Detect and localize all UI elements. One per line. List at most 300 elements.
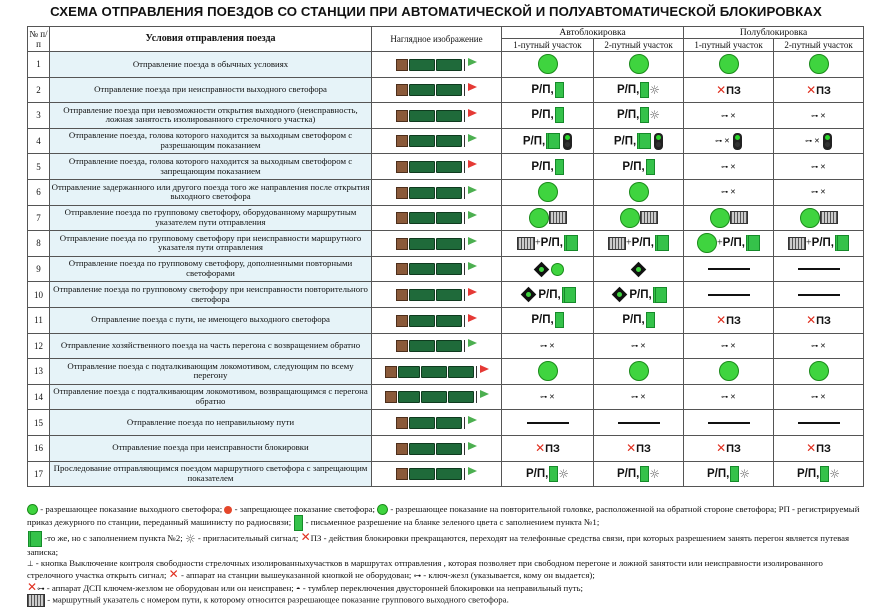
rp-label: Р/П, <box>722 237 745 250</box>
red-flag-icon <box>468 109 477 117</box>
signal-semi-double <box>774 461 864 487</box>
signal-semi-single <box>684 103 774 129</box>
key-staff-icon: ⊶ ✕ <box>721 189 736 197</box>
key-staff-icon: ⊶ ✕ <box>811 394 826 402</box>
signal-semi-double <box>774 435 864 461</box>
key-staff-icon: ⊶ <box>37 583 45 593</box>
signal-pole-icon <box>464 315 465 327</box>
green-flag-icon <box>468 467 477 475</box>
row-visual <box>372 154 502 180</box>
radio-order-symbol <box>812 237 834 249</box>
green-signal-icon <box>809 54 829 74</box>
pz-symbol: ПЗ <box>816 315 831 328</box>
signal-semi-single <box>684 256 774 282</box>
row-condition: Отправление поезда при неисправности выходного светофора <box>50 77 372 103</box>
route-indicator-icon <box>730 211 748 224</box>
train-icon <box>396 442 477 456</box>
signal-semi-single <box>684 307 774 333</box>
red-flag-icon <box>468 160 477 168</box>
signal-semi-single <box>684 359 774 385</box>
signal-auto-double <box>594 435 684 461</box>
signal-pole-icon <box>464 59 465 71</box>
cross-icon: ✕ <box>806 313 817 328</box>
rp-label: Р/П, <box>616 83 640 96</box>
green-signal-icon <box>620 208 640 228</box>
key-staff-icon: ⊶ ✕ <box>721 163 736 171</box>
green-signal-icon <box>697 233 717 253</box>
signal-semi-single <box>684 128 774 154</box>
signal-semi-double <box>774 52 864 78</box>
signal-pole-icon <box>464 135 465 147</box>
signal-auto-double <box>594 282 684 308</box>
signal-auto-double <box>594 333 684 359</box>
radio-order-symbol <box>531 109 553 121</box>
legend <box>27 504 863 607</box>
signal-pole-icon <box>476 366 477 378</box>
green-flag-icon <box>468 237 477 245</box>
signal-semi-double <box>774 128 864 154</box>
row-number: 15 <box>28 410 50 436</box>
cross-button-icon: ✕ <box>168 567 179 582</box>
red-flag-icon <box>468 288 477 296</box>
pz-symbol: ПЗ <box>726 84 741 97</box>
wagon-icon <box>409 59 435 71</box>
radio-order-symbol <box>797 468 819 480</box>
green-flag-icon <box>468 134 477 142</box>
signal-pole-icon <box>464 238 465 250</box>
table-row <box>28 205 864 231</box>
legend-item: - кнопка Выключение контроля свободности стрелочных изолированныхучастков в маршрутах отправления , которая позволяет при свободном перегоне и ложной занятости или неисправности изолированного стрелочного участка открыть сигнал; <box>27 557 823 581</box>
green-form-icon <box>549 466 558 482</box>
table-row <box>28 359 864 385</box>
row-visual <box>372 282 502 308</box>
wagon-icon <box>409 263 435 275</box>
route-indicator-icon <box>517 237 535 250</box>
repeater-signal-icon <box>521 287 537 303</box>
header-condition: Условия отправления поезда <box>50 27 372 52</box>
wagon-brown-icon <box>396 417 408 429</box>
wagon-icon <box>409 289 435 301</box>
row-number: 2 <box>28 77 50 103</box>
table-row <box>28 179 864 205</box>
wagon-icon <box>436 263 462 275</box>
red-flag-icon <box>468 83 477 91</box>
key-staff-icon: ⊶ ✕ <box>715 138 730 146</box>
signal-semi-single <box>684 154 774 180</box>
table-row <box>28 461 864 487</box>
signal-auto-single <box>502 333 594 359</box>
signal-auto-single: +Р/П, <box>502 231 594 257</box>
wagon-icon <box>409 443 435 455</box>
table-row <box>28 256 864 282</box>
row-condition: Отправление поезда при невозможности открытия выходного (неисправность, ложная занятость изолированного стрелочного участка) <box>50 103 372 129</box>
route-indicator-icon <box>608 237 626 250</box>
signal-auto-single <box>502 128 594 154</box>
wagon-brown-icon <box>396 187 408 199</box>
wagon-brown-icon <box>396 84 408 96</box>
row-visual <box>372 231 502 257</box>
signal-auto-double <box>594 154 684 180</box>
green-flag-icon <box>468 211 477 219</box>
row-visual <box>372 359 502 385</box>
signal-auto-single <box>502 103 594 129</box>
radio-order-symbol <box>526 468 548 480</box>
radio-order-symbol <box>538 289 560 301</box>
rp-label: Р/П, <box>622 314 645 327</box>
green-form-icon <box>646 312 655 328</box>
legend-item: - ключ-жезл (указывается, кому он выдается); <box>423 570 595 581</box>
green-signal-icon <box>710 208 730 228</box>
green-form-2-icon <box>28 531 42 547</box>
table-row <box>28 307 864 333</box>
row-condition: Отправление поезда, голова которого находится за выходным светофором с разрешающим показанием <box>50 128 372 154</box>
key-staff-icon: ⊶ ✕ <box>540 394 555 402</box>
row-number: 16 <box>28 435 50 461</box>
signal-semi-single <box>684 282 774 308</box>
signal-pole-icon <box>464 161 465 173</box>
train-icon <box>396 262 477 276</box>
header-auto-single: 1-путный участок <box>502 39 594 52</box>
row-number: 12 <box>28 333 50 359</box>
wagon-icon <box>398 366 420 378</box>
green-form-icon <box>646 159 655 175</box>
row-visual <box>372 435 502 461</box>
row-number: 6 <box>28 179 50 205</box>
pz-symbol: ПЗ <box>726 443 741 456</box>
rp-label: Р/П, <box>796 467 820 480</box>
rp-label: Р/П, <box>706 467 730 480</box>
row-visual <box>372 77 502 103</box>
row-condition: Отправление поезда по групповому светофору, дополненными повторными светофорами <box>50 256 372 282</box>
key-staff-icon: ⊶ ✕ <box>631 394 646 402</box>
traffic-light-icon <box>654 133 663 150</box>
toggle-switch-icon: ◓ <box>295 583 301 593</box>
signal-auto-single <box>502 179 594 205</box>
radio-order-symbol <box>629 289 651 301</box>
signal-pole-icon <box>464 468 465 480</box>
header-num: № п/п <box>28 27 50 52</box>
rp-label: Р/П, <box>613 135 637 148</box>
signal-semi-single <box>684 461 774 487</box>
green-signal-icon <box>538 361 558 381</box>
wagon-icon <box>436 468 462 480</box>
green-signal-icon <box>719 54 739 74</box>
green-form-icon <box>555 159 564 175</box>
radio-order-symbol <box>707 468 729 480</box>
table-row <box>28 154 864 180</box>
signal-auto-double <box>594 103 684 129</box>
signal-pole-icon <box>464 187 465 199</box>
rp-label: Р/П, <box>616 467 640 480</box>
green-flag-icon <box>468 416 477 424</box>
wagon-brown-icon <box>396 212 408 224</box>
legend-item: - запрещающее показание светофора; <box>234 504 375 514</box>
row-number: 8 <box>28 231 50 257</box>
wagon-brown-icon <box>396 135 408 147</box>
signal-semi-double <box>774 333 864 359</box>
row-condition: Отправление задержанного или другого поезда того же направления после открытия выходного светофора <box>50 179 372 205</box>
signal-auto-double <box>594 461 684 487</box>
table-row <box>28 103 864 129</box>
wagon-brown-icon <box>396 315 408 327</box>
radio-order-symbol <box>614 135 636 147</box>
wagon-brown-icon <box>396 263 408 275</box>
green-signal-icon <box>538 54 558 74</box>
header-visual: Наглядное изображение <box>372 27 502 52</box>
signal-auto-single <box>502 384 594 410</box>
header-semi-double: 2-путный участок <box>774 39 864 52</box>
rp-label: Р/П, <box>531 83 554 96</box>
not-applicable-dash <box>618 422 660 424</box>
signal-auto-double <box>594 77 684 103</box>
green-flag-icon <box>468 186 477 194</box>
wagon-brown-icon <box>396 468 408 480</box>
table-row <box>28 333 864 359</box>
signal-semi-single: +Р/П, <box>684 231 774 257</box>
not-applicable-dash <box>527 422 569 424</box>
row-number: 5 <box>28 154 50 180</box>
row-visual <box>372 103 502 129</box>
wagon-icon <box>409 417 435 429</box>
table-row <box>28 384 864 410</box>
signal-auto-double <box>594 52 684 78</box>
signal-auto-single <box>502 256 594 282</box>
route-indicator-icon <box>640 211 658 224</box>
cross-icon: ✕ <box>626 441 637 456</box>
green-form-2-icon <box>546 133 560 149</box>
green-form-icon <box>640 466 649 482</box>
cross-icon: ✕ <box>300 530 311 545</box>
row-condition: Отправление поезда по неправильному пути <box>50 410 372 436</box>
pz-symbol: ПЗ <box>545 443 560 456</box>
row-condition: Отправление поезда по групповому светофору, оборудованному маршрутным указателем пути отправления <box>50 205 372 231</box>
table-row <box>28 52 864 78</box>
wagon-icon <box>436 238 462 250</box>
table-row <box>28 231 864 257</box>
signal-auto-double <box>594 256 684 282</box>
route-indicator-icon <box>549 211 567 224</box>
rp-label: Р/П, <box>531 160 554 173</box>
radio-order-symbol <box>531 84 553 96</box>
green-form-icon <box>555 82 564 98</box>
red-signal-icon <box>224 506 232 514</box>
rp-label: Р/П, <box>531 109 554 122</box>
signal-auto-double: +Р/П, <box>594 231 684 257</box>
departure-table <box>27 26 864 487</box>
wagon-icon <box>409 315 435 327</box>
repeater-head-icon <box>377 504 388 515</box>
signal-auto-double <box>594 307 684 333</box>
signal-pole-icon <box>464 84 465 96</box>
key-staff-icon: ⊶ ✕ <box>811 163 826 171</box>
wagon-icon <box>436 135 462 147</box>
not-applicable-dash <box>708 268 750 270</box>
wagon-icon <box>436 59 462 71</box>
green-form-icon <box>730 466 739 482</box>
legend-item: - аппарат ДСП ключем-жезлом не оборудован или он неисправен; <box>46 582 294 593</box>
not-applicable-dash <box>798 294 840 296</box>
train-icon <box>385 365 489 379</box>
key-staff-icon: ⊶ ✕ <box>811 112 826 120</box>
wagon-icon <box>409 135 435 147</box>
wagon-icon <box>409 212 435 224</box>
row-number: 10 <box>28 282 50 308</box>
row-number: 3 <box>28 103 50 129</box>
wagon-icon <box>409 161 435 173</box>
rp-label: Р/П, <box>540 237 563 250</box>
signal-semi-single <box>684 333 774 359</box>
wagon-icon <box>436 161 462 173</box>
key-staff-icon: ⊶ ✕ <box>540 343 555 351</box>
signal-pole-icon <box>464 417 465 429</box>
repeater-signal-icon <box>533 261 549 277</box>
radio-order-symbol <box>622 161 644 173</box>
page-title: СХЕМА ОТПРАВЛЕНИЯ ПОЕЗДОВ СО СТАНЦИИ ПРИ АВТОМАТИЧЕСКОЙ И ПОЛУАВТОМАТИЧЕСКОЙ БЛОКИРОВКАХ <box>50 4 822 19</box>
wagon-brown-icon <box>396 289 408 301</box>
green-signal-icon <box>629 182 649 202</box>
wagon-icon <box>409 84 435 96</box>
cross-icon: ✕ <box>806 441 817 456</box>
invitation-signal-icon: ☼ <box>649 108 661 123</box>
legend-item: - маршрутный указатель с номером пути, к которому относится разрешающее показание группового выходного светофора. <box>47 594 509 605</box>
row-condition: Отправление поезда с пути, не имеющего выходного светофора <box>50 307 372 333</box>
table-row <box>28 410 864 436</box>
wagon-brown-icon <box>396 443 408 455</box>
signal-auto-double <box>594 410 684 436</box>
key-staff-icon: ⊶ ✕ <box>721 112 736 120</box>
header-auto-double: 2-путный участок <box>594 39 684 52</box>
green-form-2-icon <box>746 235 760 251</box>
signal-semi-single <box>684 410 774 436</box>
signal-semi-double: +Р/П, <box>774 231 864 257</box>
radio-order-symbol <box>617 109 639 121</box>
row-visual <box>372 384 502 410</box>
radio-order-symbol <box>541 237 563 249</box>
key-staff-icon: ⊶ ✕ <box>721 343 736 351</box>
signal-semi-double <box>774 410 864 436</box>
train-icon <box>396 134 477 148</box>
wagon-icon <box>436 110 462 122</box>
train-icon <box>396 339 477 353</box>
wagon-icon <box>436 289 462 301</box>
table-row <box>28 435 864 461</box>
row-number: 7 <box>28 205 50 231</box>
invitation-signal-icon: ☼ <box>649 82 661 97</box>
cross-icon: ✕ <box>806 82 817 97</box>
rp-label: Р/П, <box>629 288 652 301</box>
row-visual <box>372 205 502 231</box>
signal-pole-icon <box>464 110 465 122</box>
row-visual <box>372 256 502 282</box>
train-icon <box>396 467 477 481</box>
not-applicable-dash <box>798 422 840 424</box>
row-visual <box>372 333 502 359</box>
radio-order-symbol <box>523 135 545 147</box>
row-condition: Отправление поезда по групповому светофору при неисправности повторительного светофора <box>50 282 372 308</box>
green-flag-icon <box>468 262 477 270</box>
green-form-2-icon <box>655 235 669 251</box>
green-signal-icon <box>551 263 564 276</box>
signal-auto-double <box>594 205 684 231</box>
signal-pole-icon <box>464 212 465 224</box>
wagon-brown-icon <box>396 161 408 173</box>
signal-auto-single <box>502 359 594 385</box>
invitation-signal-icon: ☼ <box>649 466 661 481</box>
wagon-icon <box>448 366 474 378</box>
signal-semi-single <box>684 384 774 410</box>
row-condition: Отправление поезда по групповому светофору при неисправности маршрутного указателя пути отправления <box>50 231 372 257</box>
green-flag-icon <box>468 339 477 347</box>
row-visual <box>372 461 502 487</box>
red-flag-icon <box>480 365 489 373</box>
legend-item: - тумблер переключения двусторонней блокировки на неправильный путь; <box>302 582 583 593</box>
green-form-2-icon <box>564 235 578 251</box>
row-condition: Проследование отправляющимся поездом маршрутного светофора с запрещающим показателем <box>50 461 372 487</box>
pusher-locomotive-icon <box>385 366 397 378</box>
row-condition: Отправление поезда, голова которого находится за выходным светофором с запрещающим показанием <box>50 154 372 180</box>
signal-semi-double <box>774 77 864 103</box>
signal-auto-single <box>502 410 594 436</box>
green-flag-icon <box>468 442 477 450</box>
row-number: 4 <box>28 128 50 154</box>
row-number: 14 <box>28 384 50 410</box>
signal-semi-double <box>774 205 864 231</box>
signal-semi-single <box>684 77 774 103</box>
signal-auto-single <box>502 52 594 78</box>
legend-item: ПЗ - действия блокировки прекращаются, переходят на телефонные средства связи, при которых разрешением занять перегон является путевая записка; <box>27 533 850 558</box>
rp-label: Р/П, <box>522 135 546 148</box>
signal-auto-single <box>502 205 594 231</box>
green-signal-icon <box>719 361 739 381</box>
train-icon <box>396 288 477 302</box>
wagon-brown-icon <box>396 110 408 122</box>
key-staff-icon: ⊶ ✕ <box>811 343 826 351</box>
cross-icon: ✕ <box>716 441 727 456</box>
train-icon <box>396 314 477 328</box>
train-icon <box>385 390 489 404</box>
signal-auto-double <box>594 359 684 385</box>
radio-order-symbol <box>617 468 639 480</box>
train-icon <box>396 186 477 200</box>
traffic-light-icon <box>823 133 832 150</box>
pz-symbol: ПЗ <box>816 443 831 456</box>
rp-label: Р/П, <box>531 314 554 327</box>
pz-symbol: ПЗ <box>816 84 831 97</box>
signal-semi-double <box>774 154 864 180</box>
green-signal-icon <box>27 504 38 515</box>
green-form-2-icon <box>653 287 667 303</box>
green-form-icon <box>555 107 564 123</box>
signal-auto-double <box>594 128 684 154</box>
wagon-brown-icon <box>396 59 408 71</box>
row-number: 1 <box>28 52 50 78</box>
signal-semi-double <box>774 307 864 333</box>
key-staff-icon: ⊶ <box>413 571 422 581</box>
rp-label: Р/П, <box>622 160 645 173</box>
invitation-signal-icon: ☼ <box>829 466 841 481</box>
green-signal-icon <box>629 361 649 381</box>
wagon-icon <box>436 340 462 352</box>
signal-auto-single <box>502 77 594 103</box>
row-number: 17 <box>28 461 50 487</box>
signal-pole-icon <box>476 391 477 403</box>
wagon-icon <box>409 187 435 199</box>
invitation-signal-icon: ☼ <box>184 532 196 547</box>
green-form-2-icon <box>562 287 576 303</box>
signal-semi-double <box>774 179 864 205</box>
green-form-2-icon <box>637 133 651 149</box>
signal-pole-icon <box>464 340 465 352</box>
